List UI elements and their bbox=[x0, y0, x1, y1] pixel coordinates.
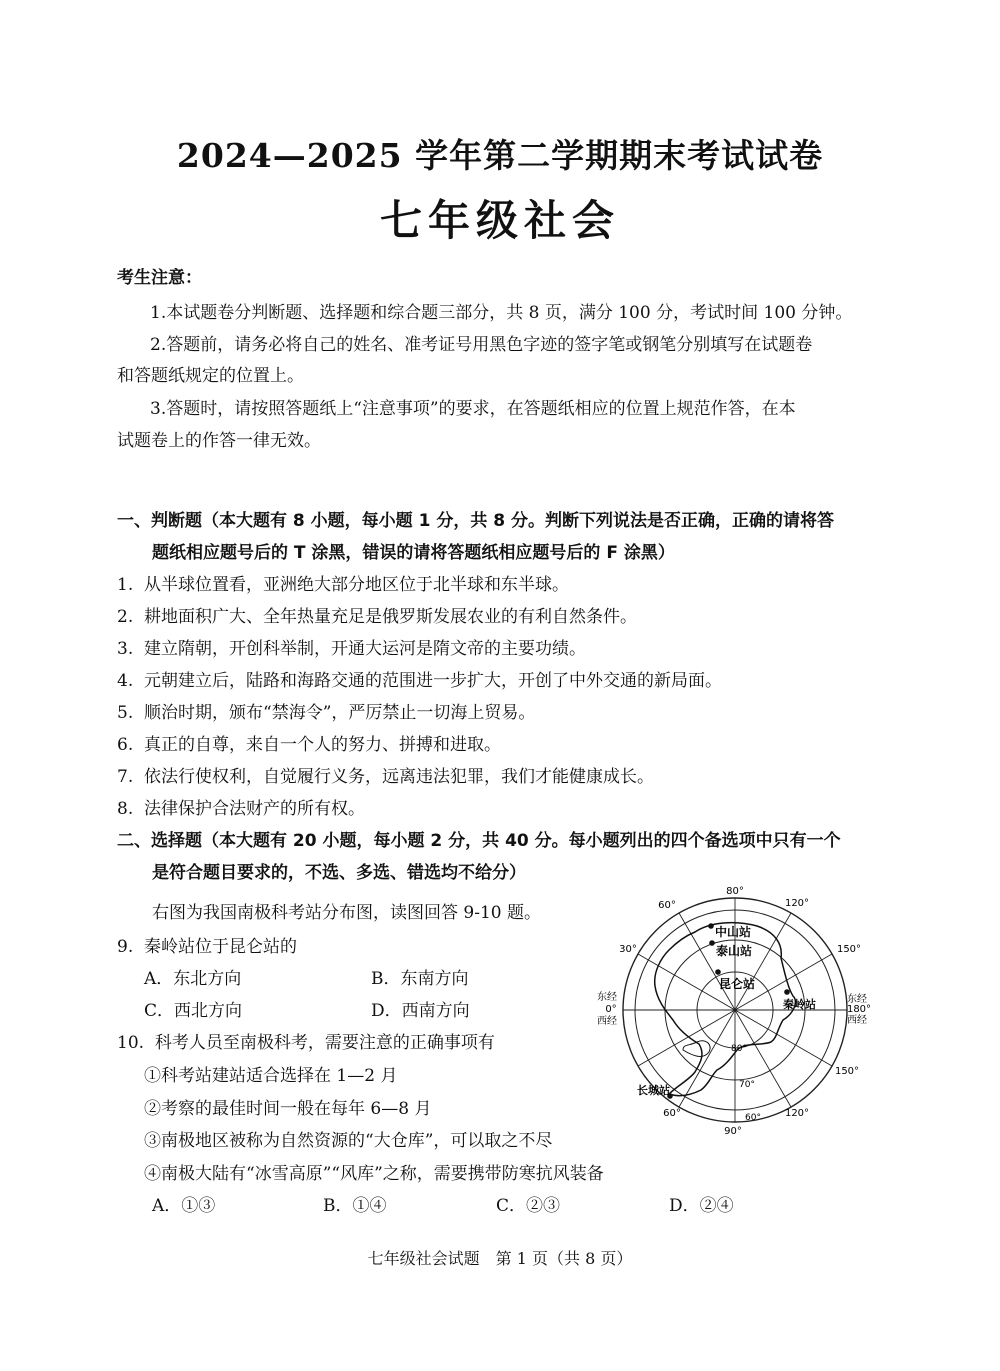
question-text: 耕地面积广大、全年热量充足是俄罗斯发展农业的有利自然条件。 bbox=[144, 607, 638, 627]
q9-option-a: A．东北方向 bbox=[144, 969, 242, 989]
question-9 bbox=[117, 932, 297, 957]
question-stem: 秦岭站位于昆仑站的 bbox=[144, 937, 298, 957]
label-120-top: 120° bbox=[784, 898, 810, 909]
question-number: 7. bbox=[117, 767, 134, 787]
exam-title: 2024—2025 学年第二学期期末考试试卷 bbox=[176, 136, 824, 175]
q10-statement-2: ②考察的最佳时间一般在每年 6—8 月 bbox=[144, 1099, 432, 1119]
label-120-bottom: 120° bbox=[784, 1108, 810, 1119]
label-west-right: 西经 bbox=[847, 1015, 867, 1026]
question-1 bbox=[117, 570, 569, 595]
question-number: 2. bbox=[117, 607, 134, 627]
question-3 bbox=[117, 634, 586, 659]
label-lat-70: 70° bbox=[739, 1080, 755, 1090]
question-stem: 科考人员至南极科考，需要注意的正确事项有 bbox=[154, 1033, 495, 1053]
label-80: 80° bbox=[726, 886, 744, 897]
map-intro: 右图为我国南极科考站分布图，读图回答 9-10 题。 bbox=[152, 903, 541, 923]
label-zero-left: 0° bbox=[605, 1004, 617, 1015]
label-60-bottom: 60° bbox=[663, 1108, 681, 1119]
question-5 bbox=[117, 698, 535, 723]
question-number: 6. bbox=[117, 735, 134, 755]
q10-option-b: B．①④ bbox=[323, 1196, 387, 1216]
section1-heading-line2: 题纸相应题号后的 T 涂黑，错误的请将答题纸相应题号后的 F 涂黑） bbox=[152, 543, 675, 563]
antarctica-station-map bbox=[585, 880, 885, 1140]
question-8 bbox=[117, 794, 365, 819]
label-lat-60: 60° bbox=[745, 1113, 761, 1123]
notice-item-3-line1: 3.答题时，请按照答题纸上“注意事项”的要求，在答题纸相应的位置上规范作答，在本 bbox=[150, 399, 796, 419]
question-text: 建立隋朝，开创科举制，开通大运河是隋文帝的主要功绩。 bbox=[144, 639, 587, 659]
question-text: 从半球位置看，亚洲绝大部分地区位于北半球和东半球。 bbox=[144, 575, 570, 595]
changcheng-station-label: 长城站 bbox=[637, 1084, 670, 1097]
qinling-station-marker bbox=[784, 989, 790, 995]
kunlun-station-marker bbox=[715, 969, 721, 975]
label-90-bottom: 90° bbox=[724, 1126, 742, 1137]
q10-statement-1: ①科考站建站适合选择在 1—2 月 bbox=[144, 1066, 398, 1086]
q10-statement-3: ③南极地区被称为自然资源的“大仓库”，可以取之不尽 bbox=[144, 1131, 553, 1151]
notice-item-3-line2: 试题卷上的作答一律无效。 bbox=[117, 431, 321, 451]
label-east-left: 东经 bbox=[597, 992, 617, 1003]
question-number: 5. bbox=[117, 703, 134, 723]
question-text: 法律保护合法财产的所有权。 bbox=[144, 799, 366, 819]
subject-title: 七年级社会 bbox=[379, 196, 620, 245]
label-west-left: 西经 bbox=[597, 1016, 617, 1027]
zhongshan-station-marker bbox=[708, 923, 714, 929]
qinling-station-label: 秦岭站 bbox=[783, 998, 816, 1011]
label-150-top: 150° bbox=[836, 944, 862, 955]
taishan-station-marker bbox=[709, 940, 715, 946]
label-lat-80: 80° bbox=[731, 1044, 747, 1054]
question-4 bbox=[117, 666, 722, 691]
section2-heading-line2: 是符合题目要求的，不选、多选、错选均不给分） bbox=[152, 863, 526, 883]
question-2 bbox=[117, 602, 637, 627]
q10-option-a: A．①③ bbox=[152, 1196, 216, 1216]
question-number: 1. bbox=[117, 575, 134, 595]
question-number: 3. bbox=[117, 639, 134, 659]
question-text: 真正的自尊，来自一个人的努力、拼搏和进取。 bbox=[144, 735, 502, 755]
q10-option-d: D．②④ bbox=[669, 1196, 734, 1216]
zhongshan-station-label: 中山站 bbox=[715, 925, 752, 939]
notice-item-2-line1: 2.答题前，请务必将自己的姓名、准考证号用黑色字迹的签字笔或钢笔分别填写在试题卷 bbox=[150, 335, 813, 355]
kunlun-station-label: 昆仑站 bbox=[719, 977, 756, 991]
page-footer: 七年级社会试题 第 1 页（共 8 页） bbox=[367, 1249, 633, 1268]
section1-heading-line1: 一、判断题（本大题有 8 小题，每小题 1 分，共 8 分。判断下列说法是否正确，正确的请将答 bbox=[117, 511, 834, 531]
label-180-right: 180° bbox=[846, 1004, 872, 1015]
taishan-station-label: 泰山站 bbox=[716, 944, 753, 958]
notice-item-1: 1.本试题卷分判断题、选择题和综合题三部分，共 8 页，满分 100 分，考试时间 100 分钟。 bbox=[150, 303, 853, 323]
question-number: 8. bbox=[117, 799, 134, 819]
question-text: 元朝建立后，陆路和海路交通的范围进一步扩大，开创了中外交通的新局面。 bbox=[144, 671, 723, 691]
notice-item-2-line2: 和答题纸规定的位置上。 bbox=[117, 366, 304, 386]
section2-heading-line1: 二、选择题（本大题有 20 小题，每小题 2 分，共 40 分。每小题列出的四个备选项中只有一个 bbox=[117, 831, 841, 851]
question-number: 4. bbox=[117, 671, 134, 691]
q9-option-d: D．西南方向 bbox=[371, 1001, 470, 1021]
label-east-right: 东经 bbox=[847, 994, 867, 1005]
label-30-top: 30° bbox=[619, 944, 637, 955]
question-number: 9. bbox=[117, 937, 134, 957]
notice-heading: 考生注意： bbox=[117, 268, 202, 288]
q9-option-b: B．东南方向 bbox=[371, 969, 469, 989]
q10-option-c: C．②③ bbox=[496, 1196, 561, 1216]
question-6 bbox=[117, 730, 501, 755]
label-60-top: 60° bbox=[658, 900, 676, 911]
question-7 bbox=[117, 762, 654, 787]
question-text: 顺治时期，颁布“禁海令”，严厉禁止一切海上贸易。 bbox=[144, 703, 536, 723]
question-text: 依法行使权利，自觉履行义务，远离违法犯罪，我们才能健康成长。 bbox=[144, 767, 655, 787]
q9-option-c: C．西北方向 bbox=[144, 1001, 243, 1021]
question-10 bbox=[117, 1028, 495, 1053]
q10-statement-4: ④南极大陆有“冰雪高原”“风库”之称，需要携带防寒抗风装备 bbox=[144, 1164, 604, 1184]
question-number: 10. bbox=[117, 1033, 145, 1053]
label-150-bottom: 150° bbox=[834, 1066, 860, 1077]
